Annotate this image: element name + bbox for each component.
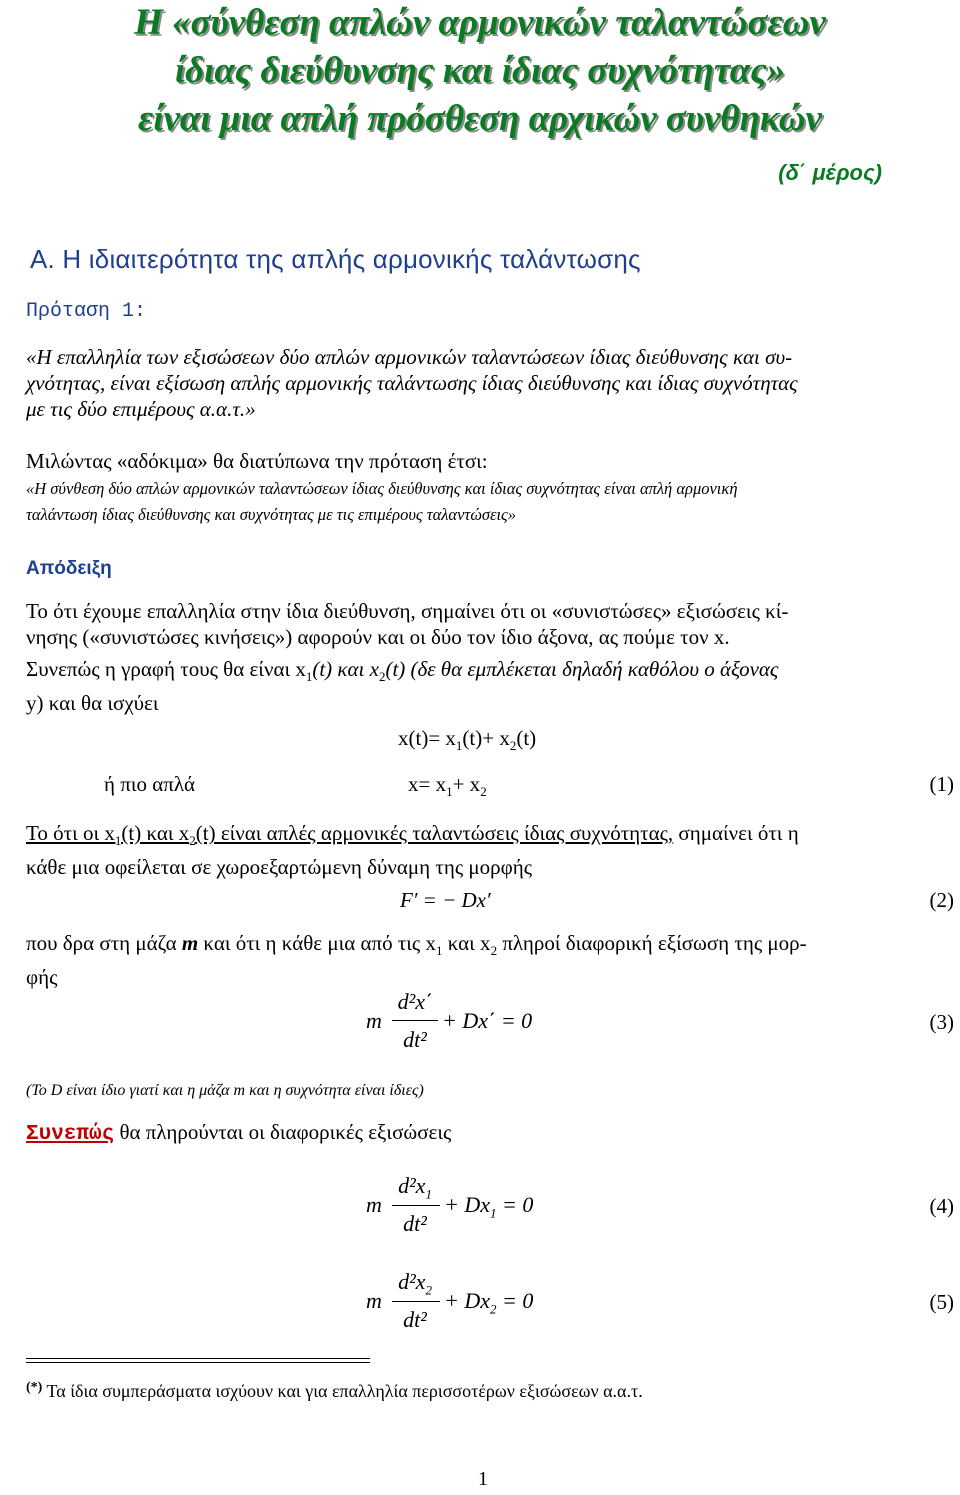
proof-text: (t) και x (121, 821, 190, 845)
equation-2: F′ = − Dx′ (400, 888, 491, 912)
proposition-line: «Η επαλληλία των εξισώσεων δύο απλών αρμονικών ταλαντώσεων ίδιας διεύθυνσης και συ- (26, 345, 793, 369)
eq-text: = 0 (496, 1288, 534, 1313)
proof-paragraph-3 (26, 820, 958, 880)
title-line-3: είναι μια απλή πρόσθεση αρχικών συνθηκών (138, 98, 822, 139)
eq-text: d²x (398, 1269, 426, 1294)
proof-text: που δρα στη μάζα (26, 931, 182, 955)
eq-text: (t)+ x (462, 726, 510, 750)
equation-number-4: (4) (929, 1194, 954, 1218)
informal-statement (26, 476, 958, 528)
eq3-mass: m (366, 1008, 382, 1033)
section-heading: Α. Η ιδιαιτερότητα της απλής αρμονικής ταλάντωσης (30, 244, 641, 274)
subscript: 1 (455, 738, 463, 754)
equation-number-1: (1) (929, 772, 954, 796)
proof-line: φής (26, 965, 58, 990)
mass-symbol: m (181, 931, 199, 955)
eq3-fraction-bar (392, 1020, 438, 1021)
proof-text: Συνεπώς η γραφή τους θα είναι x (26, 657, 306, 681)
proof-text: (t) και x (312, 657, 379, 681)
subscript: 2 (189, 833, 196, 849)
simpler-label: ή πιο απλά (104, 772, 196, 796)
proof-text: και ότι η κάθε μια από τις x (198, 931, 436, 955)
subscript: 1 (425, 1186, 432, 1202)
eq-text: + x (452, 772, 481, 796)
proof-paragraph-1 (26, 598, 958, 650)
footnote-mark: (*) (26, 1380, 43, 1395)
eq3-rest: + Dx΄ = 0 (442, 1008, 533, 1033)
footnote (26, 1380, 643, 1402)
proof-text: Το ότι οι x (26, 821, 115, 845)
informal-intro: Μιλώντας «αδόκιμα» θα διατύπωνα την πρόταση έτσι: (26, 449, 488, 473)
proof-text: και x (442, 931, 491, 955)
eq5-rest (444, 1288, 533, 1317)
eq4-mass: m (366, 1192, 382, 1217)
proof-line: Το ότι έχουμε επαλληλία στην ίδια διεύθυνση, σημαίνει ότι οι «συνιστώσες» εξισώσεις κί- (26, 599, 789, 623)
title-line-1: Η «σύνθεση απλών αρμονικών ταλαντώσεων (134, 2, 826, 43)
proof-text: (t) (δε θα εμπλέκεται δηλαδή καθόλου ο άξονας (385, 657, 779, 681)
eq-text: d²x (398, 1173, 426, 1198)
proposition-text (26, 344, 958, 422)
subscript: 2 (490, 943, 498, 959)
informal-line: ταλάντωση ίδιας διεύθυνσης και συχνότητας με τις επιμέρους ταλαντώσεις» (26, 505, 517, 524)
subscript: 1 (305, 669, 313, 685)
proof-line: κάθε μια οφείλεται σε χωροεξαρτώμενη δύναμη της μορφής (26, 855, 533, 880)
eq4-rest (444, 1192, 533, 1221)
proof-line: νησης («συνιστώσες κινήσεις») αφορούν και οι δύο τον ίδιο άξονα, ας πούμε τον x. (26, 625, 730, 649)
proof-paragraph-2 (26, 656, 958, 716)
footnote-text: Τα ίδια συμπεράσματα ισχύουν και για επαλληλία περισσοτέρων εξισώσεων α.α.τ. (42, 1381, 643, 1401)
eq-text: + Dx (444, 1288, 490, 1313)
proof-line: y) και θα ισχύει (26, 691, 159, 716)
eq4-numerator (392, 1172, 438, 1208)
eq-text: (t) (516, 726, 537, 750)
title-line-2: ίδιας διεύθυνσης και ίδιας συχνότητας» (174, 50, 786, 91)
proof-paragraph-4 (26, 930, 958, 990)
eq3-denominator: dt² (403, 1027, 427, 1052)
eq4-fraction-bar (392, 1205, 440, 1206)
proof-heading: Απόδειξη (26, 558, 112, 579)
proof-text: πληροί διαφορική εξίσωση της μορ- (497, 931, 807, 955)
eq5-mass: m (366, 1288, 382, 1313)
therefore-line (26, 1120, 451, 1146)
eq-text: = 0 (496, 1192, 534, 1217)
footnote-rule (26, 1358, 370, 1359)
subscript: 1 (436, 943, 443, 959)
eq5-fraction-bar (392, 1301, 440, 1302)
subscript: 1 (114, 833, 122, 849)
eq-text: x= x (408, 772, 447, 796)
footnote-rule (26, 1362, 370, 1363)
proof-text: θα πληρούνται οι διαφορικές εξισώσεις (114, 1120, 452, 1144)
informal-line: «Η σύνθεση δύο απλών αρμονικών ταλαντώσεων ίδιας διεύθυνσης και ίδιας συχνότητας είναι απλή αρμονική (26, 479, 738, 498)
proof-text: σημαίνει ότι η (673, 821, 799, 845)
eq5-denominator: dt² (403, 1307, 427, 1332)
equation-number-5: (5) (929, 1290, 954, 1314)
equation-number-3: (3) (929, 1010, 954, 1034)
subscript: 2 (425, 1282, 432, 1298)
eq5-numerator (392, 1268, 438, 1304)
subscript: 2 (509, 738, 517, 754)
eq3-numerator: d²x΄ (397, 989, 433, 1014)
subscript: 1 (490, 1205, 497, 1221)
proof-text: (t) είναι απλές αρμονικές ταλαντώσεις ίδιας συχνότητας, (195, 821, 674, 845)
page-number: 1 (478, 1468, 488, 1490)
eq-text: + Dx (444, 1192, 490, 1217)
subscript: 2 (378, 669, 386, 685)
subscript: 1 (446, 784, 453, 800)
part-label: (δ΄ μέρος) (778, 160, 882, 185)
equation-1 (408, 772, 487, 800)
proposition-line: με τις δύο επιμέρους α.α.τ.» (26, 397, 256, 421)
proposition-line: χνότητας, είναι εξίσωση απλής αρμονικής ταλάντωσης ίδιας διεύθυνσης και ίδιας συχνότητας (26, 371, 798, 395)
subscript: 2 (490, 1301, 497, 1317)
eq4-denominator: dt² (403, 1211, 427, 1236)
proposition-label: Πρόταση 1: (26, 300, 147, 323)
therefore-word: Συνεπώς (26, 1123, 115, 1146)
subscript: 2 (480, 784, 487, 800)
equation-number-2: (2) (929, 888, 954, 912)
eq-text: x(t)= x (398, 726, 456, 750)
note: (Το D είναι ίδιο γιατί και η μάζα m και η συχνότητα είναι ίδιες) (26, 1082, 424, 1099)
equation-sum (398, 726, 536, 754)
